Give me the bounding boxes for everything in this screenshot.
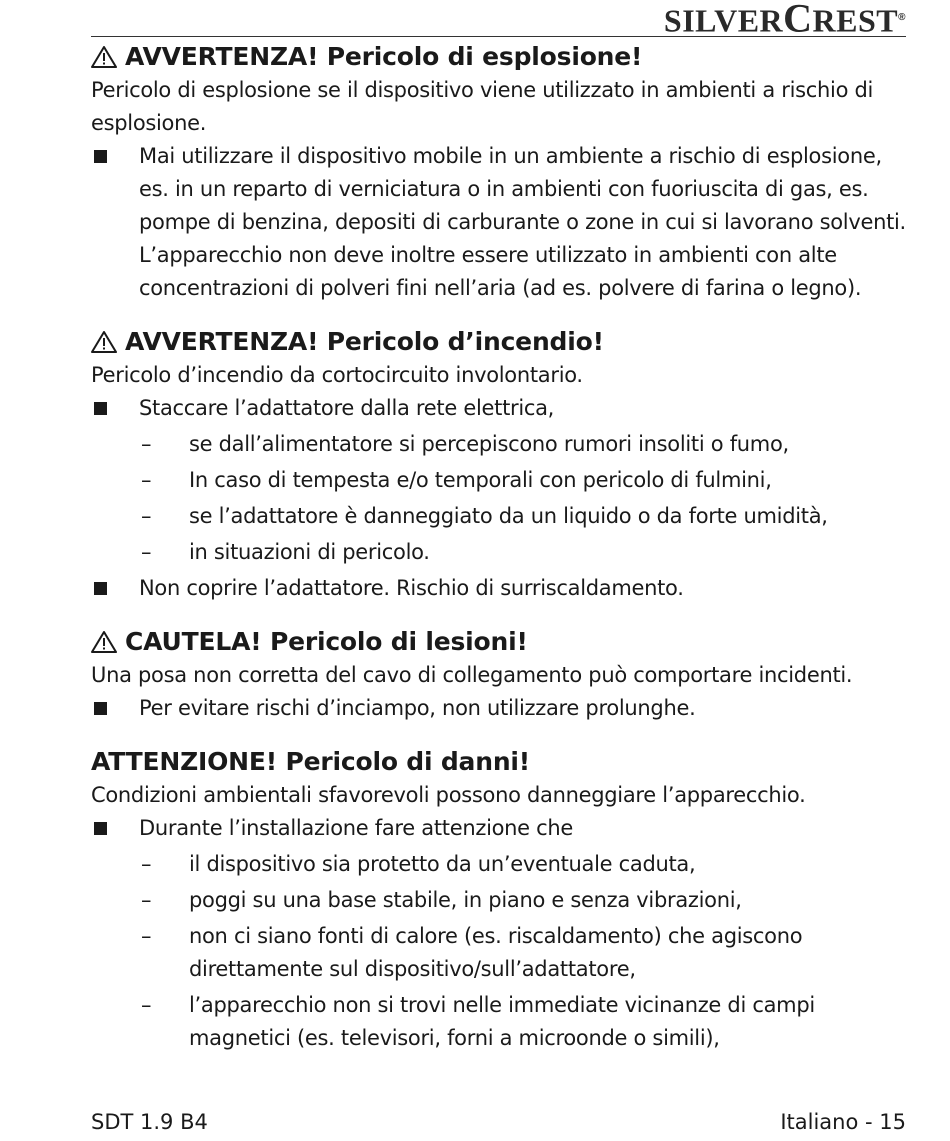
- bullet-square-icon: [94, 702, 107, 715]
- section-heading: AVVERTENZA! Pericolo di esplosione!: [91, 40, 906, 74]
- dash-item: – il dispositivo sia protetto da un’eventuale caduta,: [141, 852, 696, 876]
- header-rule: [91, 36, 906, 37]
- dash-item: – poggi su una base stabile, in piano e senza vibrazioni,: [141, 888, 742, 912]
- bullet-item: Mai utilizzare il dispositivo mobile in un ambiente a rischio di esplosione, es. in un reparto di verniciatura o in ambienti con fuoriuscita di gas, es. pompe di benzina, depositi di carburante o zone in cui si lavorano solventi. L’apparecchio non deve inoltre essere utilizzato in ambienti con alte concentrazioni di polveri fini nell’aria (ad es. polvere di farina o legno).: [91, 140, 906, 305]
- section-heading: AVVERTENZA! Pericolo d’incendio!: [91, 325, 906, 359]
- section-heading: CAUTELA! Pericolo di lesioni!: [91, 625, 906, 659]
- dash-item: – In caso di tempesta e/o temporali con pericolo di fulmini,: [141, 468, 772, 492]
- bullet-item: Durante l’installazione fare attenzione che: [91, 812, 906, 845]
- dash-item: – se l’adattatore è danneggiato da un liquido o da forte umidità,: [141, 504, 828, 528]
- bullet-square-icon: [94, 402, 107, 415]
- bullet-item: Non coprire l’adattatore. Rischio di surriscaldamento.: [91, 572, 906, 605]
- dash-item: – se dall’alimentatore si percepiscono rumori insoliti o fumo,: [141, 432, 789, 456]
- warning-icon: [91, 330, 117, 354]
- section-fire: [91, 325, 906, 605]
- section-heading: ATTENZIONE! Pericolo di danni!: [91, 747, 530, 776]
- footer-page-number: Italiano - 15: [780, 1110, 906, 1134]
- section-explosion: [91, 40, 906, 305]
- bullet-square-icon: [94, 150, 107, 163]
- section-intro: Condizioni ambientali sfavorevoli possono danneggiare l’apparecchio.: [91, 783, 806, 807]
- brand-logo: SILVERCREST®: [663, 0, 906, 41]
- section-intro: Una posa non corretta del cavo di collegamento può comportare incidenti.: [91, 663, 853, 687]
- section-intro: Pericolo d’incendio da cortocircuito involontario.: [91, 363, 583, 387]
- footer-model: SDT 1.9 B4: [91, 1110, 208, 1134]
- section-damage: [91, 745, 906, 1055]
- bullet-square-icon: [94, 582, 107, 595]
- dash-item: – in situazioni di pericolo.: [141, 540, 430, 564]
- bullet-item: Per evitare rischi d’inciampo, non utilizzare prolunghe.: [91, 692, 906, 725]
- dash-item: – non ci siano fonti di calore (es. riscaldamento) che agiscono direttamente sul dispositivo/sull’adattatore,: [141, 924, 803, 981]
- warning-icon: [91, 45, 117, 69]
- section-injury: [91, 625, 906, 725]
- bullet-square-icon: [94, 822, 107, 835]
- content: [91, 40, 906, 1055]
- bullet-item: Staccare l’adattatore dalla rete elettrica,: [91, 392, 906, 425]
- dash-item: – l’apparecchio non si trovi nelle immediate vicinanze di campi magnetici (es. televisori, forni a microonde o simili),: [141, 993, 815, 1050]
- warning-icon: [91, 630, 117, 654]
- section-intro: Pericolo di esplosione se il dispositivo viene utilizzato in ambienti a rischio di esplosione.: [91, 78, 874, 135]
